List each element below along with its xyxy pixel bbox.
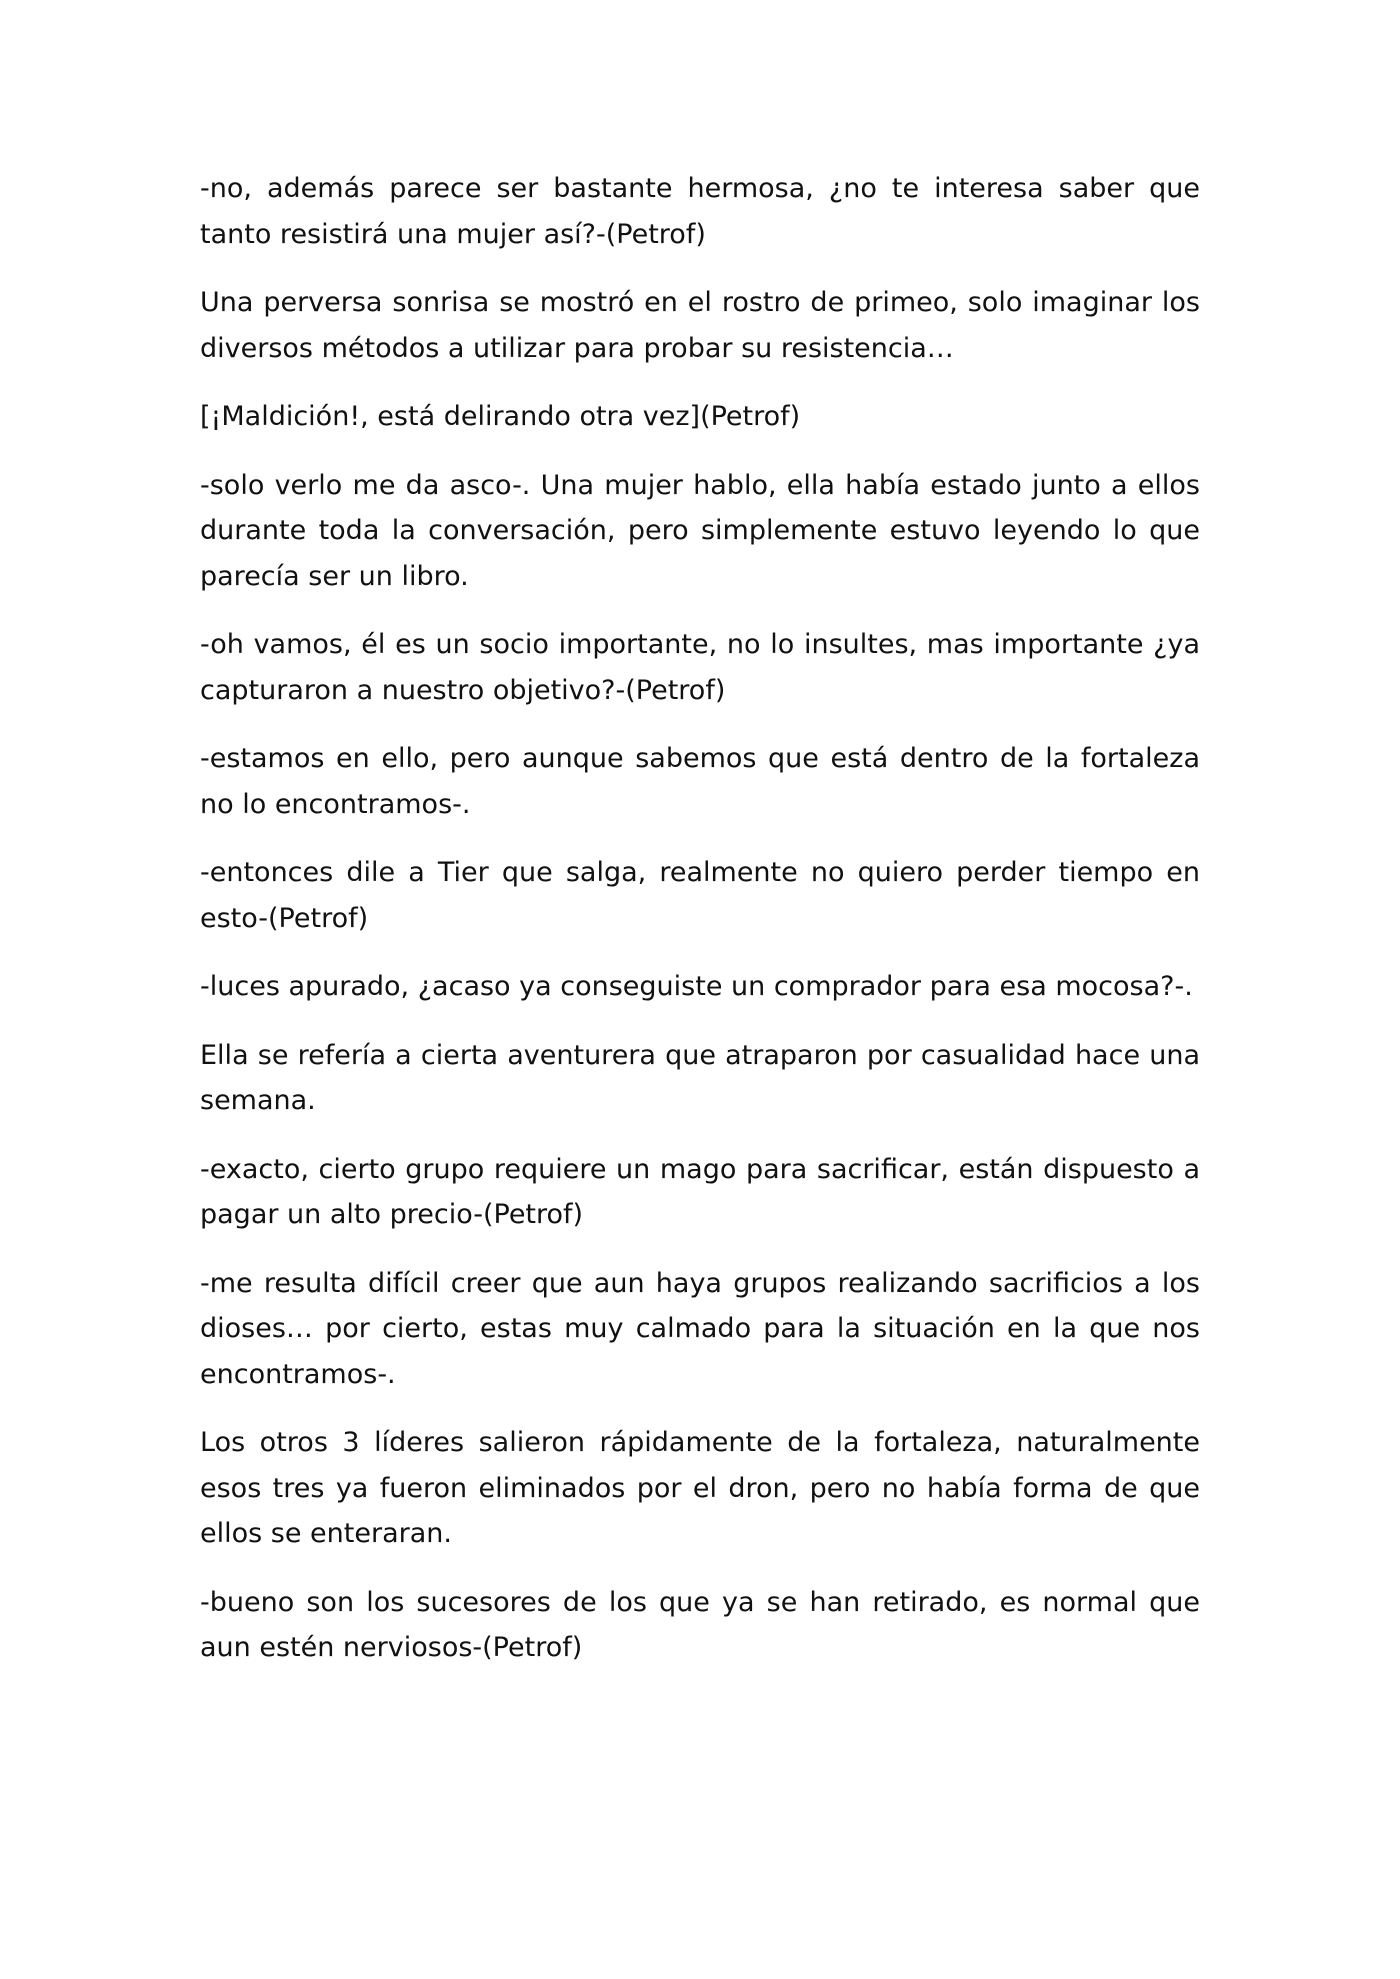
paragraph: -me resulta difícil creer que aun haya grupos realizando sacrificios a los dioses… por cierto, estas muy calmado para la situación en la que nos encontramos-. [200,1267,1200,1390]
paragraph: -luces apurado, ¿acaso ya conseguiste un comprador para esa mocosa?-. [200,971,1193,1002]
paragraph: -entonces dile a Tier que salga, realmente no quiero perder tiempo en esto-(Petrof) [200,857,1200,934]
paragraph: Ella se refería a cierta aventurera que atraparon por casualidad hace una semana. [200,1039,1200,1116]
text-body [200,166,1200,1694]
paragraph: -bueno son los sucesores de los que ya se han retirado, es normal que aun estén nerviosos-(Petrof) [200,1586,1200,1663]
paragraph: Los otros 3 líderes salieron rápidamente de la fortaleza, naturalmente esos tres ya fueron eliminados por el dron, pero no había forma de que ellos se enteraran. [200,1427,1200,1549]
paragraph: -solo verlo me da asco-. Una mujer hablo, ella había estado junto a ellos durante toda la conversación, pero simplemente estuvo leyendo lo que parecía ser un libro. [200,469,1200,592]
paragraph: -exacto, cierto grupo requiere un mago para sacrificar, están dispuesto a pagar un alto precio-(Petrof) [200,1153,1200,1230]
paragraph: [¡Maldición!, está delirando otra vez](Petrof) [200,401,801,432]
paragraph: -estamos en ello, pero aunque sabemos que está dentro de la fortaleza no lo encontramos-. [200,743,1200,820]
paragraph: Una perversa sonrisa se mostró en el rostro de primeo, solo imaginar los diversos métodos a utilizar para probar su resistencia… [200,287,1200,364]
paragraph: -oh vamos, él es un socio importante, no lo insultes, mas importante ¿ya capturaron a nuestro objetivo?-(Petrof) [200,629,1200,706]
paragraph: -no, además parece ser bastante hermosa, ¿no te interesa saber que tanto resistirá una mujer así?-(Petrof) [200,173,1200,250]
